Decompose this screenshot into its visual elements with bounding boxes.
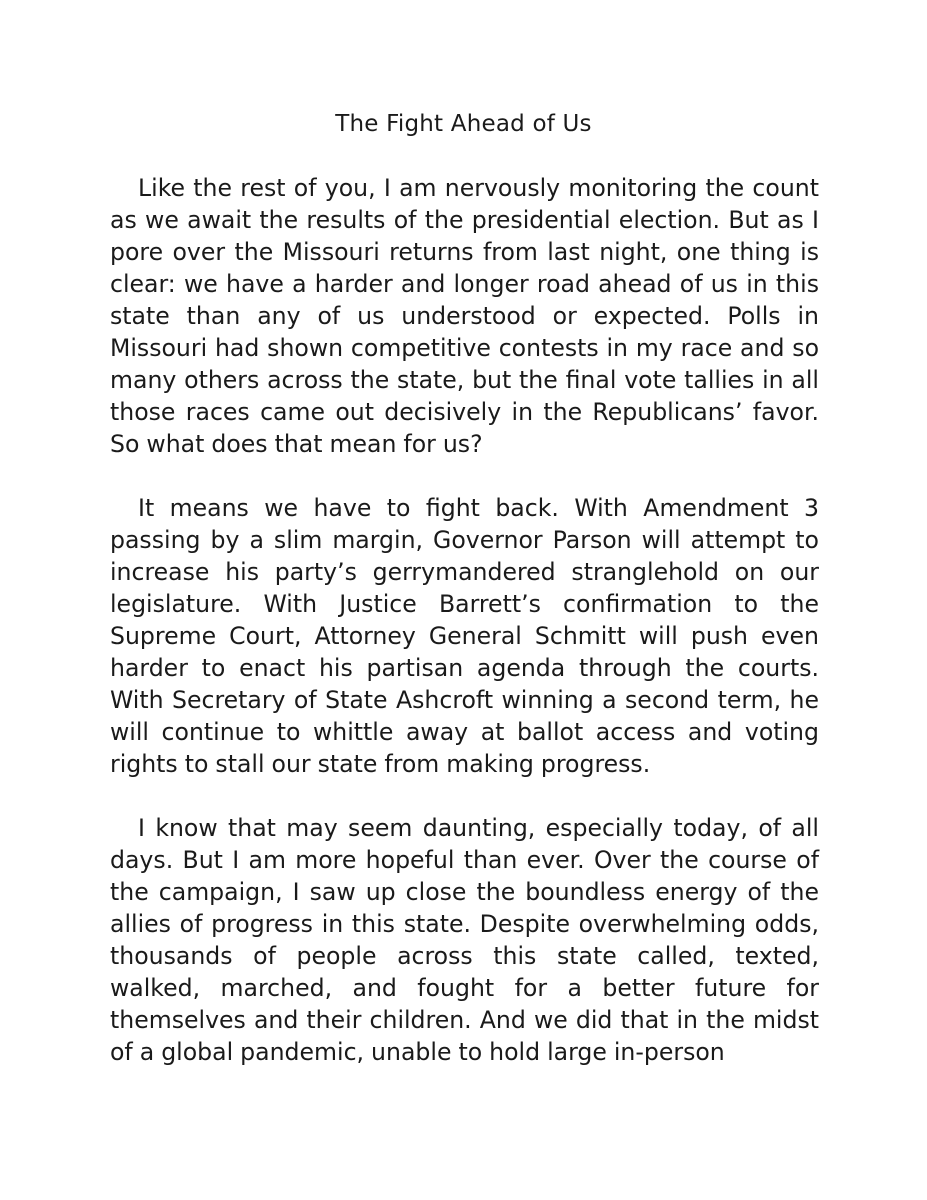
document-title: The Fight Ahead of Us <box>335 111 592 137</box>
paragraph-3: I know that may seem daunting, especially today, of all days. But I am more hopeful than ever. Over the course of the campaign, I saw up close the boundless energy of the allies of progress in this state. Despite overwhelming odds, thousands of people across this state called, texted, walked, marched, and fought for a better future for themselves and their children. And we did that in the midst of a global pandemic, unable to hold large in-person <box>110 814 819 1066</box>
paragraph-2: It means we have to fight back. With Amendment 3 passing by a slim margin, Governor Parson will attempt to increase his party’s gerrymandered stranglehold on our legislature. With Justice Barrett’s confirmation to the Supreme Court, Attorney General Schmitt will push even harder to enact his partisan agenda through the courts. With Secretary of State Ashcroft winning a second term, he will continue to whittle away at ballot access and voting rights to stall our state from making progress. <box>110 494 819 778</box>
document-body <box>110 172 819 1100</box>
paragraph-1: Like the rest of you, I am nervously monitoring the count as we await the results of the presidential election. But as I pore over the Missouri returns from last night, one thing is clear: we have a harder and longer road ahead of us in this state than any of us understood or expected. Polls in Missouri had shown competitive contests in my race and so many others across the state, but the final vote tallies in all those races came out decisively in the Republicans’ favor. So what does that mean for us? <box>110 174 819 458</box>
